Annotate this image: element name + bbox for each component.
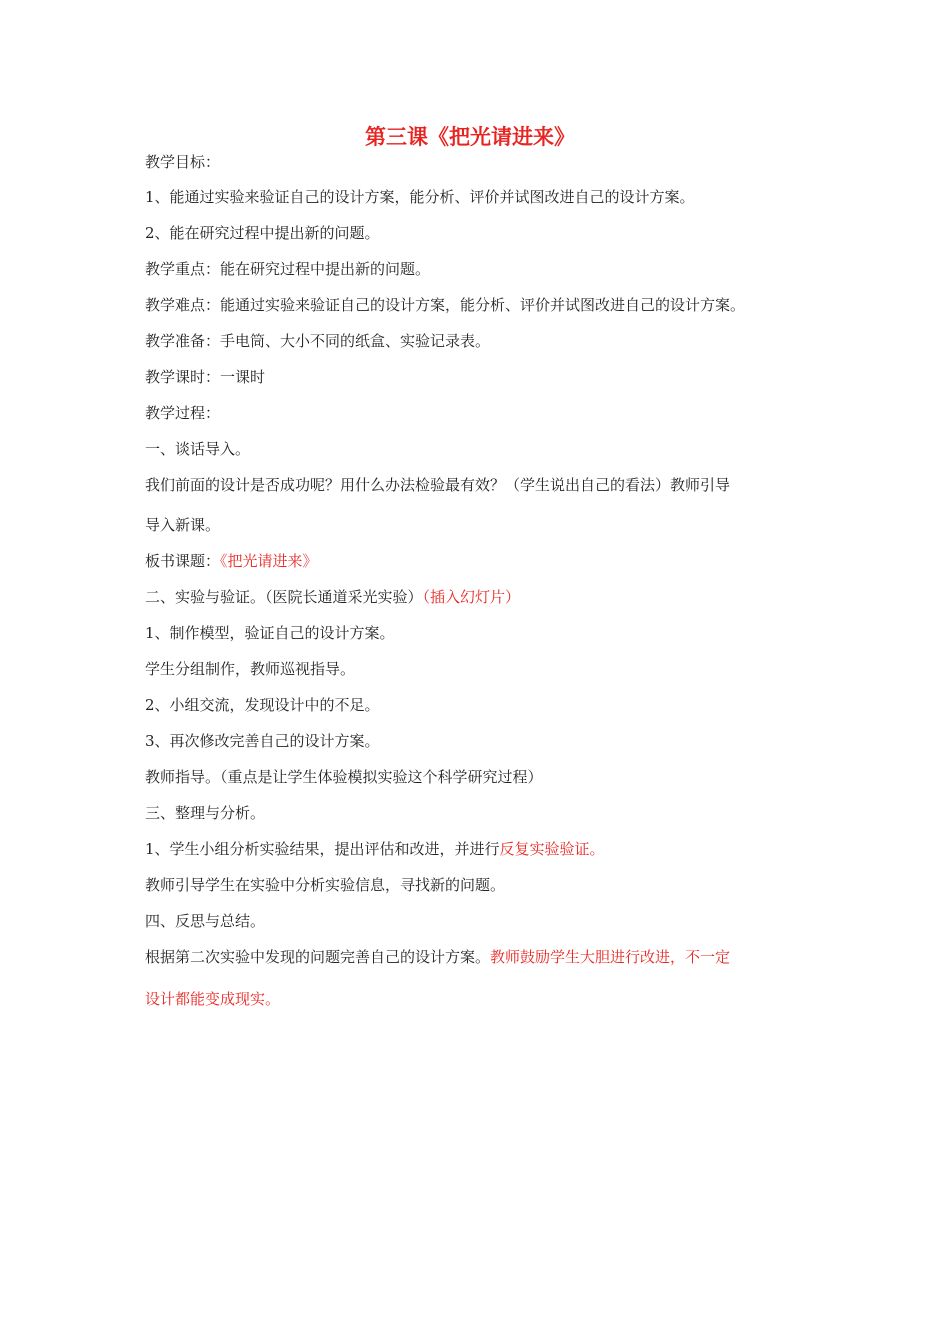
difficulty: 教学难点：能通过实验来验证自己的设计方案，能分析、评价并试图改进自己的设计方案。 (145, 296, 746, 314)
goal-1: 1、能通过实验来验证自己的设计方案，能分析、评价并试图改进自己的设计方案。 (145, 188, 695, 206)
intro-line-2: 导入新课。 (145, 516, 221, 534)
summary-text: 根据第二次实验中发现的问题完善自己的设计方案。 (145, 948, 491, 966)
board-label: 板书课题： (145, 552, 221, 570)
step-3-detail: 教师引导学生在实验中分析实验信息，寻找新的问题。 (145, 876, 506, 894)
section-3-heading: 三、整理与分析。 (145, 804, 266, 822)
intro-line-1: 我们前面的设计是否成功呢？用什么办法检验最有效？（学生说出自己的看法）教师引导 (145, 476, 731, 494)
summary-highlight-2: 设计都能变成现实。 (145, 990, 281, 1008)
summary-line-1 (145, 946, 825, 968)
step-2-1: 1、制作模型，验证自己的设计方案。 (145, 624, 395, 642)
step-3-1 (145, 838, 825, 860)
section-4-heading: 四、反思与总结。 (145, 912, 266, 930)
step-3-1-text: 1、学生小组分析实验结果，提出评估和改进，并进行 (145, 840, 500, 858)
step-2-1-detail: 学生分组制作，教师巡视指导。 (145, 660, 356, 678)
preparation: 教学准备：手电筒、大小不同的纸盒、实验记录表。 (145, 332, 491, 350)
board-title: 《把光请进来》 (220, 552, 318, 570)
step-2-3: 3、再次修改完善自己的设计方案。 (145, 732, 380, 750)
section-2-heading (145, 586, 825, 608)
goals-heading: 教学目标： (145, 153, 221, 171)
goal-2: 2、能在研究过程中提出新的问题。 (145, 224, 380, 242)
duration: 教学课时：一课时 (145, 368, 266, 386)
teacher-guide: 教师指导。（重点是让学生体验模拟实验这个科学研究过程） (145, 768, 543, 786)
process-heading: 教学过程： (145, 404, 221, 422)
document-title: 第三课《把光请进来》 (365, 125, 575, 149)
board-title-line (145, 550, 825, 572)
key-point: 教学重点：能在研究过程中提出新的问题。 (145, 260, 431, 278)
section-2-note: （插入幻灯片） (422, 588, 521, 606)
summary-highlight-1: 教师鼓励学生大胆进行改进，不一定 (490, 948, 731, 966)
step-2-2: 2、小组交流，发现设计中的不足。 (145, 696, 380, 714)
step-3-1-highlight: 反复实验验证。 (499, 840, 605, 858)
section-2-label: 二、实验与验证。（医院长通道采光实验） (145, 588, 423, 606)
section-1-heading: 一、谈话导入。 (145, 440, 251, 458)
